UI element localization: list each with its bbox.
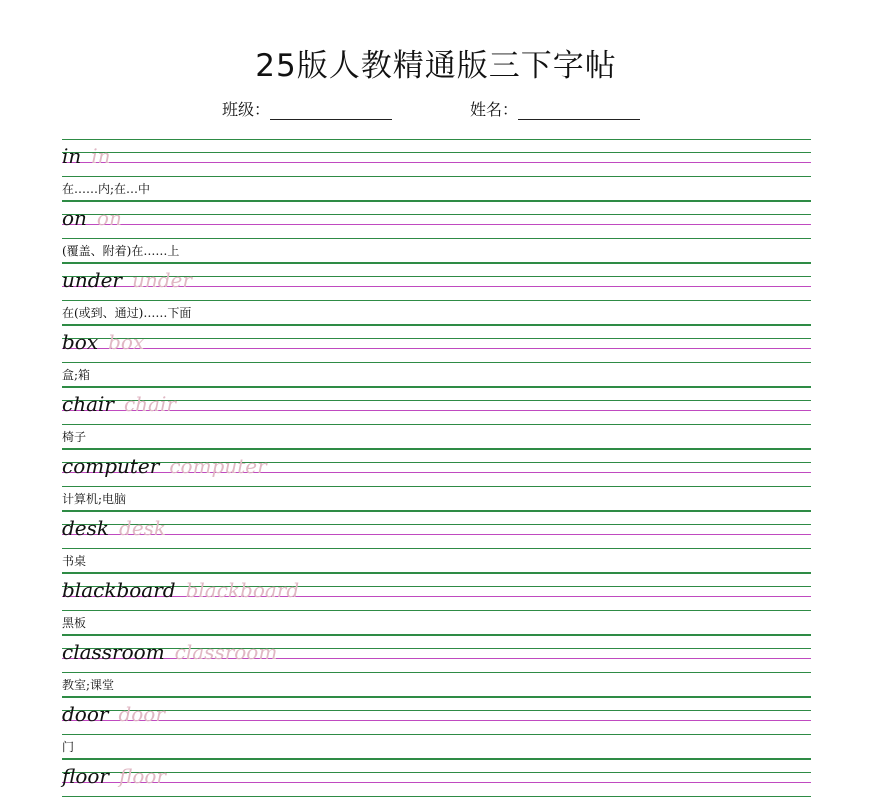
translation-row [62,487,811,511]
name-blank-line [518,101,640,120]
guide-line [62,449,811,450]
translation-text: (覆盖、附着)在……上 [62,244,180,258]
baseline-line [62,782,811,783]
word-ink: on [62,206,87,230]
word-trace: door [118,702,165,726]
guide-line [62,524,811,525]
word-row [62,387,811,425]
guide-line [62,635,811,636]
guide-line [62,325,811,326]
word-trace: chair [123,392,176,416]
word-row [62,511,811,549]
word-text [62,330,144,354]
word-ink: under [62,268,122,292]
word-text [62,702,165,726]
word-ink: door [62,702,109,726]
word-text [62,516,166,540]
class-label: 班级： [222,100,271,119]
translation-row [62,177,811,201]
word-trace: in [91,144,111,168]
word-row [62,263,811,301]
guide-line [62,387,811,388]
word-trace: desk [119,516,167,540]
word-trace: under [131,268,192,292]
guide-line [62,511,811,512]
word-ink: floor [62,764,109,788]
translation-row [62,425,811,449]
word-text [62,640,277,664]
class-field [222,97,392,120]
word-ink: computer [62,454,160,478]
word-text [62,392,176,416]
name-field [470,97,640,120]
word-ink: in [62,144,82,168]
word-trace: blackboard [185,578,300,602]
translation-text: 在……内;在…中 [62,182,151,196]
word-row [62,449,811,487]
baseline-line [62,348,811,349]
word-ink: classroom [62,640,165,664]
word-trace: floor [118,764,166,788]
guide-line [62,759,811,760]
guide-line [62,573,811,574]
translation-row [62,611,811,635]
translation-text: 在(或到、通过)……下面 [62,306,192,320]
class-blank-line [270,101,392,120]
word-text [62,268,192,292]
baseline-line [62,162,811,163]
translation-text: 椅子 [62,430,87,444]
guide-line [62,152,811,153]
translation-row [62,301,811,325]
guide-line [62,201,811,202]
guide-line [62,796,811,797]
baseline-line [62,720,811,721]
word-ink: blackboard [62,578,176,602]
word-text [62,764,166,788]
word-trace: on [96,206,122,230]
translation-text: 黑板 [62,616,87,630]
word-ink: chair [62,392,114,416]
baseline-line [62,534,811,535]
word-row [62,573,811,611]
word-ink: box [62,330,99,354]
translation-text: 盒;箱 [62,368,91,382]
word-ink: desk [62,516,110,540]
translation-row [62,363,811,387]
word-row [62,635,811,673]
word-text [62,578,299,602]
translation-row [62,549,811,573]
word-text [62,206,122,230]
translation-row [62,239,811,263]
translation-text: 计算机;电脑 [62,492,127,506]
baseline-line [62,224,811,225]
word-row [62,759,811,797]
translation-row [62,735,811,759]
word-row [62,139,811,177]
guide-line [62,263,811,264]
name-label: 姓名： [470,100,519,119]
guide-line [62,214,811,215]
copybook-sheet [62,139,811,797]
word-trace: computer [169,454,267,478]
word-text [62,144,111,168]
word-row [62,697,811,735]
page-title: 25版人教精通版三下字帖 [255,48,617,84]
word-text [62,454,267,478]
guide-line [62,772,811,773]
guide-line [62,139,811,140]
word-trace: classroom [174,640,278,664]
translation-text: 书桌 [62,554,87,568]
word-trace: box [108,330,145,354]
translation-text: 门 [62,740,75,754]
word-row [62,201,811,239]
guide-line [62,697,811,698]
word-row [62,325,811,363]
translation-text: 教室;课堂 [62,678,115,692]
guide-line [62,338,811,339]
guide-line [62,710,811,711]
translation-row [62,673,811,697]
